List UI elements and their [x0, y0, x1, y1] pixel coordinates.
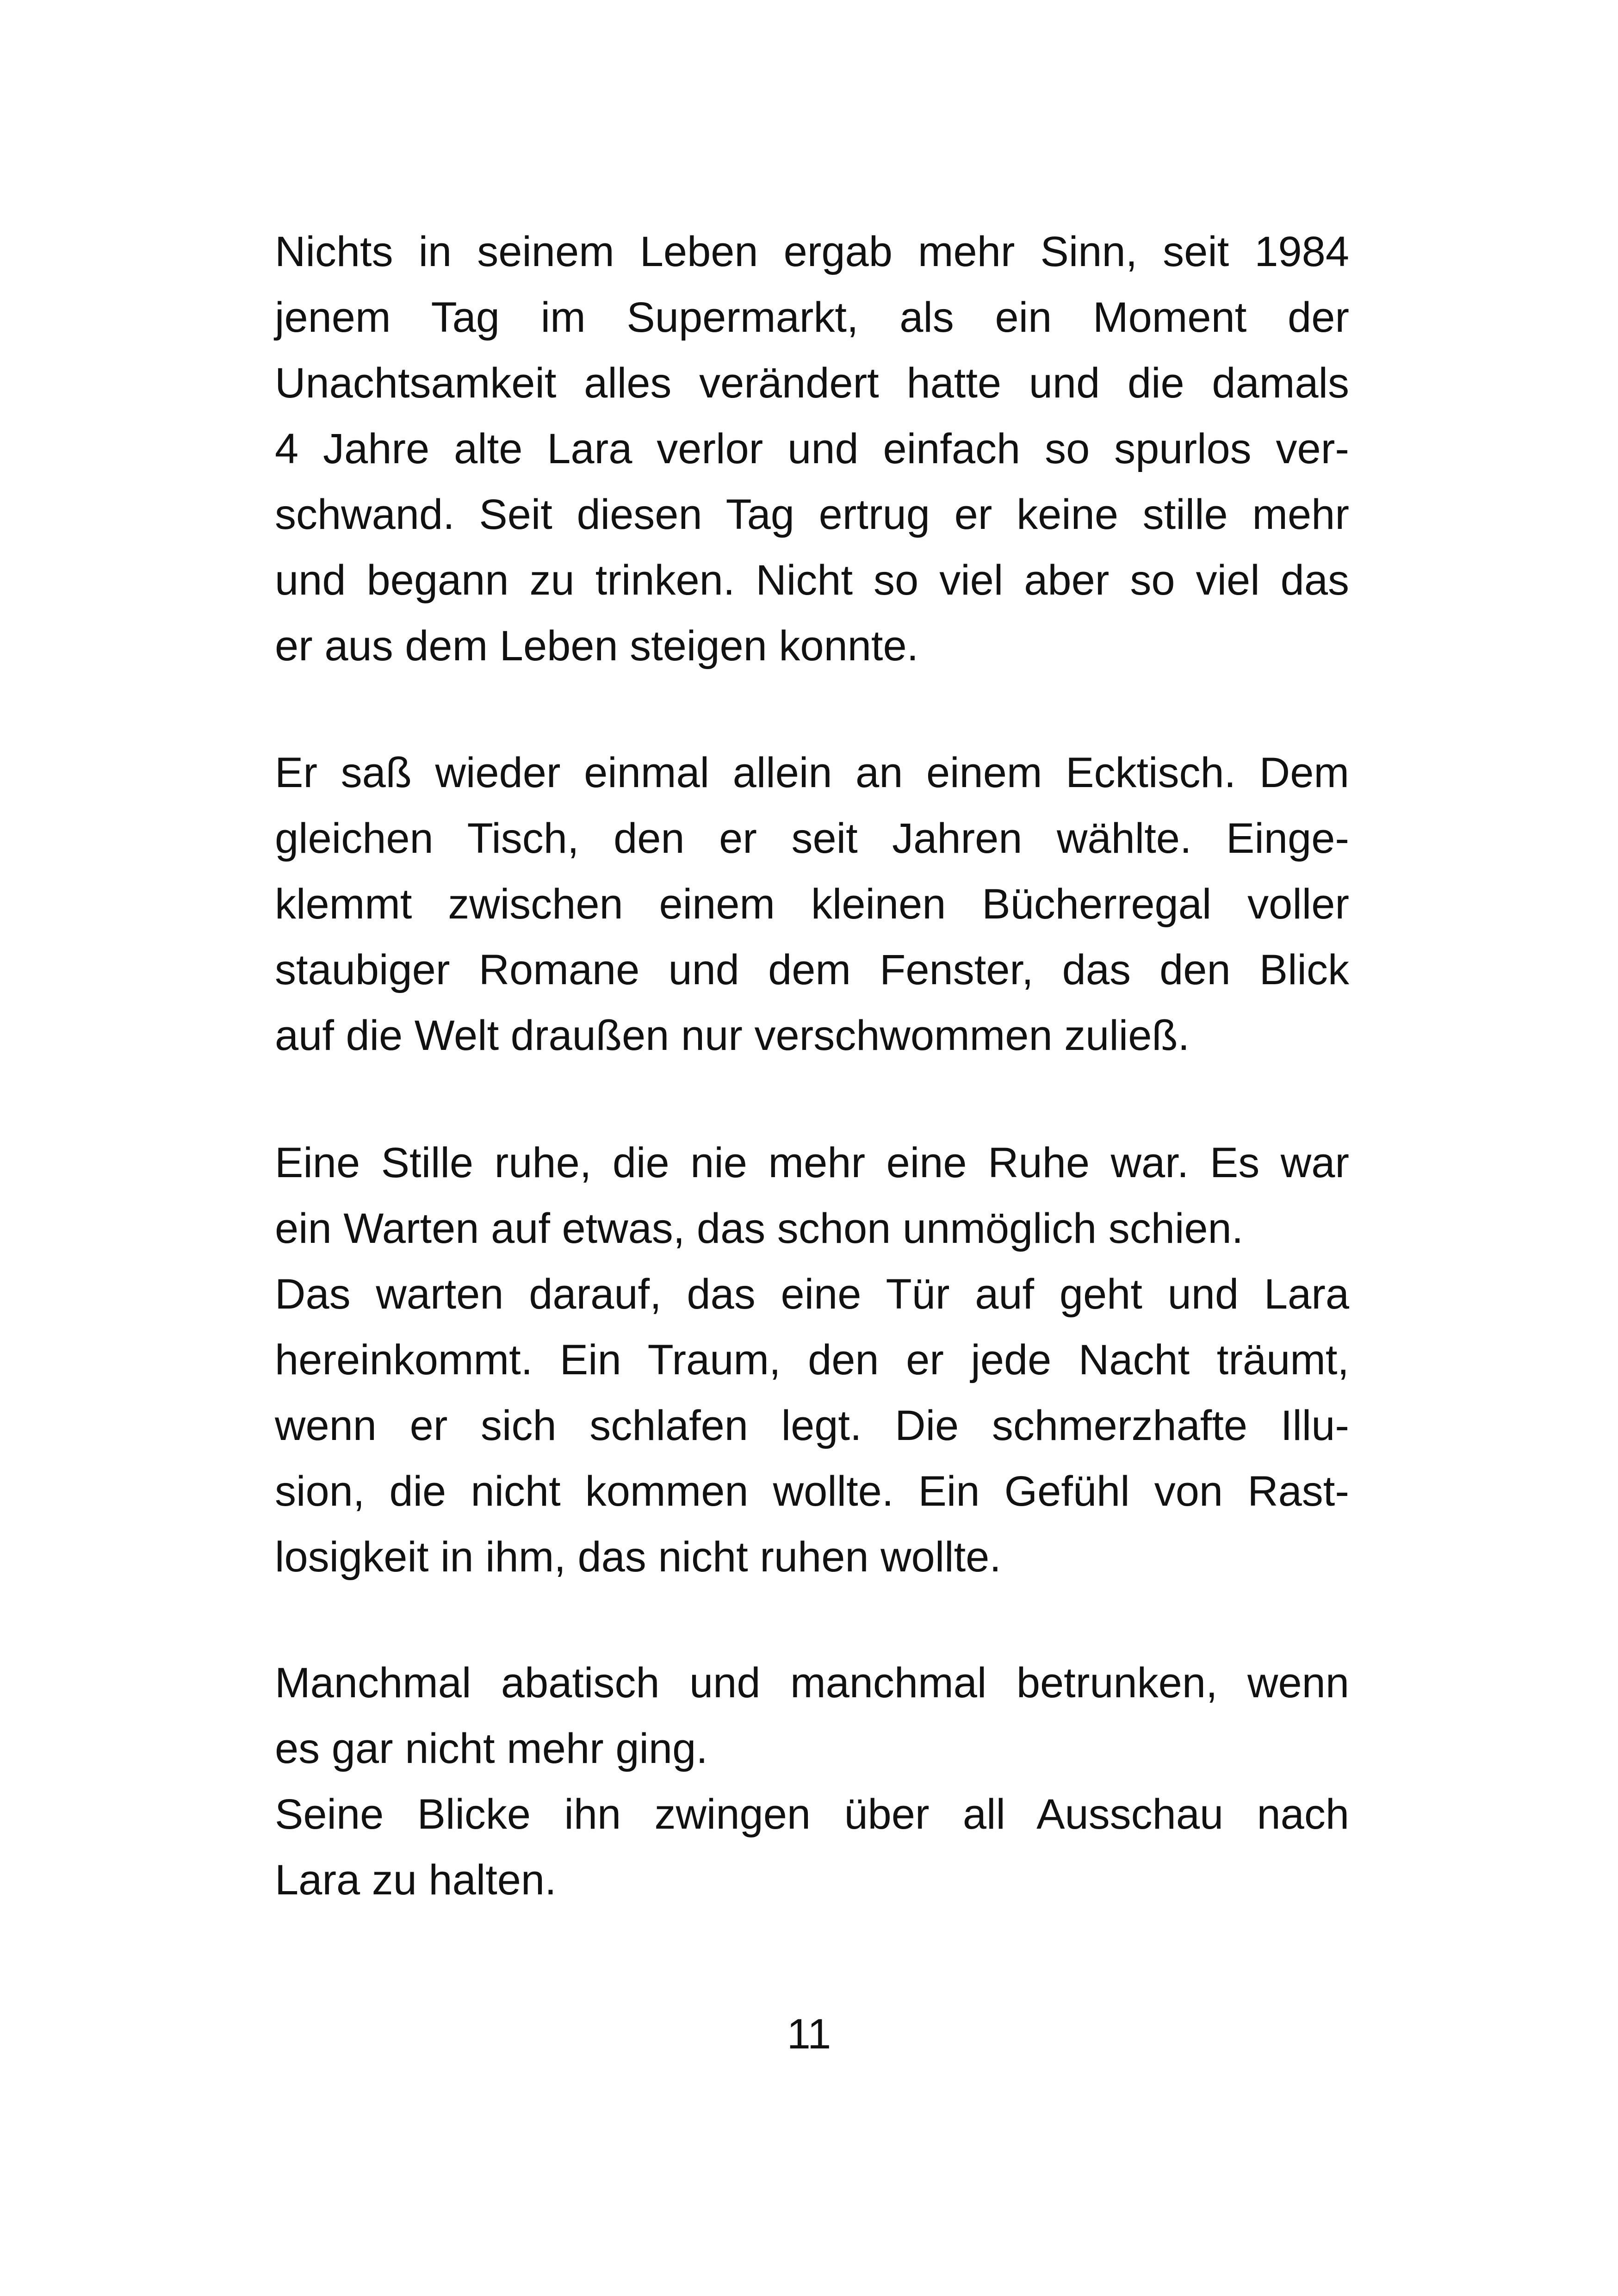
- text-line: losigkeit in ihm, das nicht ruhen wollte.: [275, 1533, 1001, 1581]
- paragraph-3: [275, 1130, 1349, 1590]
- text-line: schwand. Seit diesen Tag ertrug er keine stille mehr: [275, 491, 1349, 538]
- text-line: es gar nicht mehr ging.: [275, 1725, 708, 1772]
- paragraph-2: [275, 740, 1349, 1068]
- text-line: auf die Welt draußen nur verschwommen zuließ.: [275, 1012, 1190, 1059]
- text-line: gleichen Tisch, den er seit Jahren wählte. Einge-: [275, 815, 1349, 862]
- text-line: ein Warten auf etwas, das schon unmöglich schien.: [275, 1205, 1244, 1252]
- text-line: Er saß wieder einmal allein an einem Ecktisch. Dem: [275, 749, 1349, 796]
- text-line: 4 Jahre alte Lara verlor und einfach so spurlos ver-: [275, 425, 1349, 472]
- text-line: Eine Stille ruhe, die nie mehr eine Ruhe war. Es war: [275, 1139, 1349, 1186]
- text-line: wenn er sich schlafen legt. Die schmerzhafte Illu-: [275, 1402, 1349, 1449]
- page-number: 11: [787, 2011, 831, 2058]
- text-line: und begann zu trinken. Nicht so viel aber so viel das: [275, 557, 1349, 604]
- text-line: klemmt zwischen einem kleinen Bücherregal voller: [275, 881, 1349, 928]
- text-line: hereinkommt. Ein Traum, den er jede Nacht träumt,: [275, 1336, 1349, 1384]
- text-line: Das warten darauf, das eine Tür auf geht und Lara: [275, 1271, 1349, 1318]
- text-line: Manchmal abatisch und manchmal betrunken, wenn: [275, 1659, 1349, 1706]
- text-line: Nichts in seinem Leben ergab mehr Sinn, seit 1984: [275, 228, 1349, 275]
- text-line: Lara zu halten.: [275, 1856, 557, 1904]
- text-line: jenem Tag im Supermarkt, als ein Moment der: [275, 294, 1349, 341]
- paragraph-4: [275, 1650, 1349, 1913]
- text-line: staubiger Romane und dem Fenster, das den Blick: [275, 946, 1349, 993]
- text-line: er aus dem Leben steigen konnte.: [275, 622, 919, 670]
- paragraph-1: [275, 219, 1349, 679]
- text-line: Unachtsamkeit alles verändert hatte und die damals: [275, 360, 1349, 407]
- text-line: sion, die nicht kommen wollte. Ein Gefühl von Rast-: [275, 1468, 1349, 1515]
- text-line: Seine Blicke ihn zwingen über all Ausschau nach: [275, 1791, 1349, 1838]
